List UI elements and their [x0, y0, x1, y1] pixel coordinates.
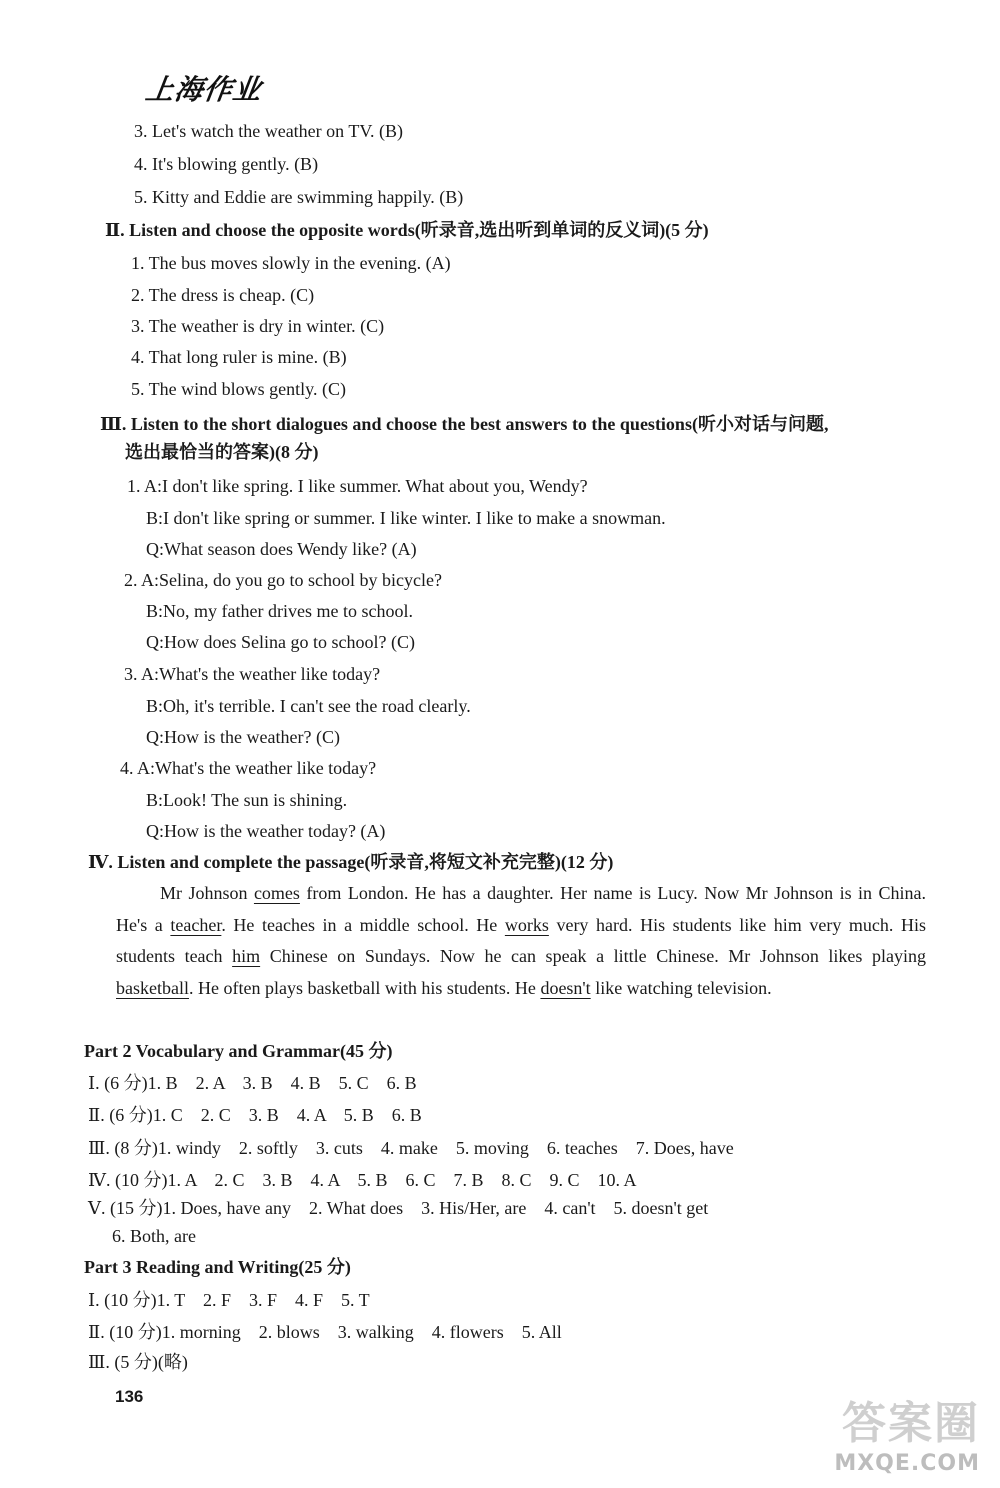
section-heading: Ⅱ. Listen and choose the opposite words(听录音,选出听到单词的反义词)(5 分) [105, 220, 709, 240]
list-item: 4. It's blowing gently. (B) [134, 154, 319, 174]
dialogue-line: 1. A:I don't like spring. I like summer. What about you, Wendy? [127, 476, 588, 496]
list-item: 3. Let's watch the weather on TV. (B) [134, 121, 404, 141]
passage-text: like watching television. [590, 977, 772, 998]
page-number: 136 [115, 1387, 144, 1406]
blank-answer: comes [253, 883, 300, 903]
dialogue-line: 2. A:Selina, do you go to school by bicycle? [124, 570, 442, 590]
blank-answer: works [504, 914, 549, 935]
passage [116, 878, 926, 1004]
dialogue-line: Q:How is the weather today? (A) [146, 821, 386, 841]
passage-text: very hard. His students like him very much. His students teach [116, 914, 926, 966]
dialogue-line: B:No, my father drives me to school. [146, 601, 413, 621]
dialogue-line: Q:What season does Wendy like? (A) [146, 539, 417, 559]
answer-row: Ⅰ. (10 分)1. T 2. F 3. F 4. F 5. T [88, 1290, 370, 1310]
passage-text: from London. He has a daughter. Her name is Lucy. Now Mr Johnson is in China. He's a [116, 883, 926, 935]
answer-row: Ⅱ. (10 分)1. morning 2. blows 3. walking 4. flowers 5. All [88, 1322, 562, 1342]
watermark-url: MXQE.COM [834, 1451, 980, 1476]
dialogue-line: 4. A:What's the weather like today? [120, 758, 377, 778]
publication-logo: 上海作业 [143, 73, 265, 106]
answer-row: Ⅲ. (5 分)(略) [88, 1352, 188, 1372]
section-heading: Ⅲ. Listen to the short dialogues and choose the best answers to the questions(听小对话与问题, [100, 414, 829, 434]
passage-text: Chinese on Sundays. Now he can speak a little Chinese. Mr Johnson likes playing [260, 946, 926, 966]
section-heading-cont: 选出最恰当的答案)(8 分) [125, 442, 319, 462]
answer-row: Ⅰ. (6 分)1. B 2. A 3. B 4. B 5. C 6. B [88, 1073, 417, 1093]
passage-text: . He often plays basketball with his students. He [188, 977, 541, 998]
dialogue-line: B:I don't like spring or summer. I like winter. I like to make a snowman. [146, 508, 666, 528]
part-heading: Part 2 Vocabulary and Grammar(45 分) [84, 1041, 393, 1061]
dialogue-line: B:Look! The sun is shining. [146, 790, 348, 810]
watermark-title: 答案圈 [842, 1398, 980, 1449]
answer-row: 6. Both, are [112, 1226, 196, 1246]
watermark [834, 1387, 980, 1476]
blank-answer: teacher [170, 914, 222, 935]
answer-row: Ⅴ. (15 分)1. Does, have any 2. What does 3. His/Her, are 4. can't 5. doesn't get [88, 1198, 709, 1218]
list-item: 5. Kitty and Eddie are swimming happily. (B) [134, 187, 464, 207]
list-item: 4. That long ruler is mine. (B) [131, 347, 347, 367]
answer-row: Ⅱ. (6 分)1. C 2. C 3. B 4. A 5. B 6. B [88, 1105, 422, 1125]
passage-text: Mr Johnson [160, 883, 254, 903]
dialogue-line: Q:How does Selina go to school? (C) [146, 632, 415, 652]
answer-row: Ⅳ. (10 分)1. A 2. C 3. B 4. A 5. B 6. C 7. B 8. C 9. C 10. A [88, 1170, 637, 1190]
passage-text [116, 878, 926, 1004]
part-heading: Part 3 Reading and Writing(25 分) [84, 1257, 351, 1277]
list-item: 1. The bus moves slowly in the evening. (A) [131, 253, 451, 273]
blank-answer: basketball [116, 977, 189, 998]
dialogue-line: 3. A:What's the weather like today? [124, 664, 381, 684]
dialogue-line: B:Oh, it's terrible. I can't see the road clearly. [146, 696, 471, 716]
answer-row: Ⅲ. (8 分)1. windy 2. softly 3. cuts 4. make 5. moving 6. teaches 7. Does, have [88, 1138, 734, 1158]
dialogue-line: Q:How is the weather? (C) [146, 727, 340, 747]
blank-answer: him [232, 946, 261, 966]
list-item: 2. The dress is cheap. (C) [131, 285, 315, 305]
list-item: 5. The wind blows gently. (C) [131, 379, 346, 399]
blank-answer: doesn't [540, 977, 591, 998]
passage-text: . He teaches in a middle school. He [221, 914, 505, 935]
list-item: 3. The weather is dry in winter. (C) [131, 316, 385, 336]
section-heading: Ⅳ. Listen and complete the passage(听录音,将短文补充完整)(12 分) [88, 852, 614, 872]
